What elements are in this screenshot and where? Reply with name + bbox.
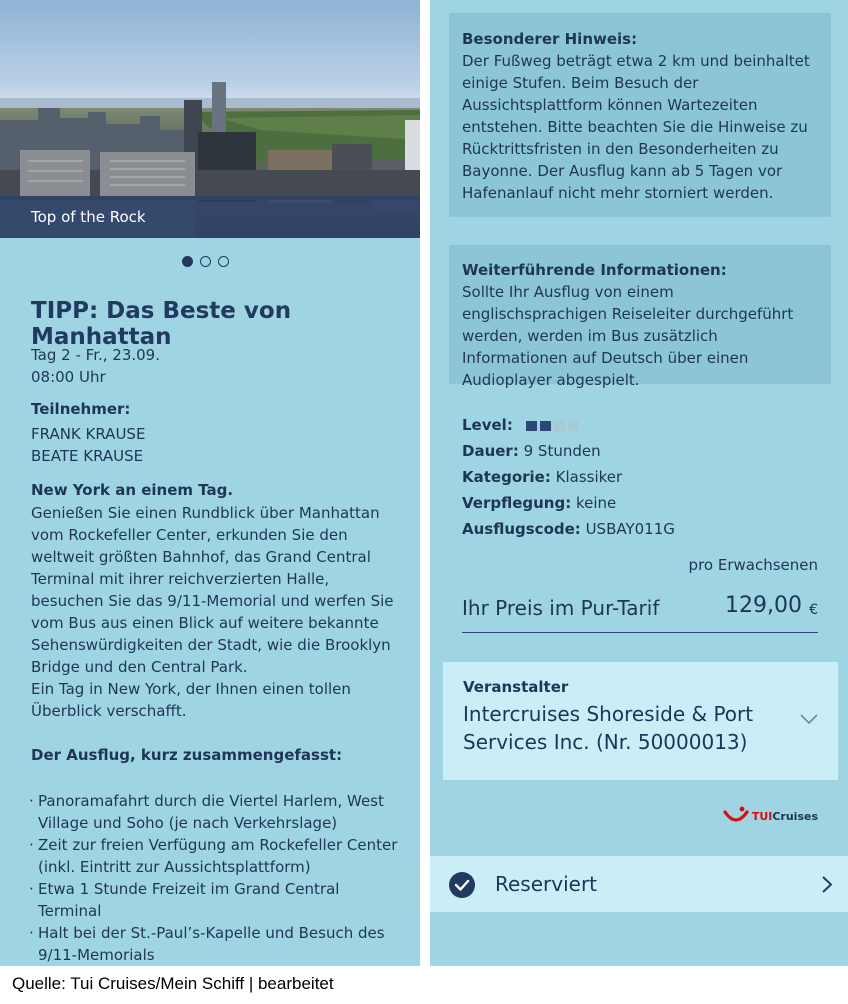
excursion-date: Tag 2 - Fr., 23.09. [31, 346, 160, 364]
list-item: · Zeit zur freien Verfügung am Rockefeller Center (inkl. Eintritt zur Aussichtsplattform) [29, 834, 399, 878]
check-circle-icon [449, 872, 475, 898]
fact-label: Level: [462, 416, 513, 434]
info-note-heading: Weiterführende Informationen: [462, 261, 727, 279]
info-note-box [449, 245, 831, 389]
logo-tui: TUI [751, 809, 773, 823]
organizer-dropdown[interactable] [443, 662, 838, 780]
logo-cruises: Cruises [772, 809, 818, 823]
participants-list [31, 423, 145, 467]
fact-label: Kategorie: [462, 468, 551, 486]
carousel-pagination [182, 256, 229, 267]
price-label: Ihr Preis im Pur-Tarif [462, 596, 660, 620]
excursion-time: 08:00 Uhr [31, 368, 106, 386]
list-item: · Halt bei der St.-Paul’s-Kapelle und Besuch des 9/11-Memorials [29, 922, 399, 966]
price-currency: € [809, 602, 818, 618]
participant-name: BEATE KRAUSE [31, 447, 144, 465]
level-square [568, 421, 579, 431]
hero-image[interactable] [0, 0, 420, 238]
special-note-heading: Besonderer Hinweis: [462, 30, 638, 48]
intro-text [31, 502, 401, 722]
fact-label: Verpflegung: [462, 494, 572, 512]
reservation-status-row[interactable] [430, 856, 848, 912]
list-item: · Etwa 1 Stunde Freizeit im Grand Central Terminal [29, 878, 399, 922]
fact-value: 9 Stunden [523, 442, 601, 460]
level-square [526, 421, 537, 431]
fact-value: keine [576, 494, 617, 512]
price-row [462, 592, 818, 633]
fact-value: USBAY011G [585, 520, 675, 538]
participants-heading: Teilnehmer: [31, 400, 131, 418]
tui-smile-icon [723, 806, 749, 826]
organizer-label: Veranstalter [463, 678, 569, 696]
fact-level [462, 412, 675, 438]
fact-label: Ausflugscode: [462, 520, 581, 538]
carousel-dot-2[interactable] [200, 256, 211, 267]
summary-heading: Der Ausflug, kurz zusammengefasst: [31, 746, 343, 764]
special-note-box [449, 13, 831, 217]
price-basis: pro Erwachsenen [688, 556, 818, 574]
participant-name: FRANK KRAUSE [31, 425, 146, 443]
fact-code [462, 516, 675, 542]
carousel-dot-3[interactable] [218, 256, 229, 267]
excursion-title: TIPP: Das Beste von Manhattan [31, 298, 292, 350]
hero-caption: Top of the Rock [0, 196, 420, 238]
price-value: 129,00 [725, 593, 802, 618]
excursion-detail-panel [0, 0, 420, 966]
booking-panel [430, 0, 848, 966]
info-note-text: Sollte Ihr Ausflug von einem englischsprachigen Reiseleiter durchgeführt werden, werden im Bus zusätzlich Informationen auf Deutsch über einen Audioplayer abgespielt. [462, 283, 794, 389]
source-credit: Quelle: Tui Cruises/Mein Schiff | bearbeitet [12, 974, 334, 993]
carousel-dot-1[interactable] [182, 256, 193, 267]
fact-duration [462, 438, 675, 464]
intro-heading: New York an einem Tag. [31, 481, 234, 499]
fact-value: Klassiker [555, 468, 623, 486]
tui-cruises-logo [723, 806, 818, 826]
excursion-facts [462, 412, 675, 542]
logo-wordmark [752, 810, 818, 823]
intro-paragraph: Genießen Sie einen Rundblick über Manhattan vom Rockefeller Center, erkunden Sie den weltweit größten Bahnhof, das Grand Central Terminal mit ihrer reichverzierten Halle, besuchen Sie das 9/11-Memorial und werfen Sie vom Bus aus einen Blick auf weitere bekannte Sehenswürdigkeiten der Stadt, wie die Brooklyn Bridge und den Central Park. [31, 504, 394, 676]
chevron-right-icon[interactable] [822, 876, 832, 893]
summary-list [29, 790, 399, 966]
special-note-text: Der Fußweg beträgt etwa 2 km und beinhaltet einige Stufen. Beim Besuch der Aussichtsplattform können Wartezeiten entstehen. Bitte beachten Sie die Hinweise zu Rücktrittsfristen in den Besonderheiten zu Bayonne. Der Ausflug kann ab 5 Tagen vor Hafenanlauf nicht mehr storniert werden. [462, 52, 810, 202]
level-indicator [526, 421, 579, 431]
list-item: · Panoramafahrt durch die Viertel Harlem, West Village und Soho (je nach Verkehrslage) [29, 790, 399, 834]
level-square [554, 421, 565, 431]
fact-catering [462, 490, 675, 516]
intro-paragraph-2: Ein Tag in New York, der Ihnen einen tollen Überblick verschafft. [31, 680, 351, 720]
reservation-status-label: Reserviert [495, 872, 598, 896]
fact-label: Dauer: [462, 442, 519, 460]
chevron-down-icon[interactable] [800, 714, 818, 725]
fact-category [462, 464, 675, 490]
organizer-name: Intercruises Shoreside & Port Services Inc. (Nr. 50000013) [463, 702, 754, 754]
excursion-datetime [31, 344, 160, 388]
level-square [540, 421, 551, 431]
